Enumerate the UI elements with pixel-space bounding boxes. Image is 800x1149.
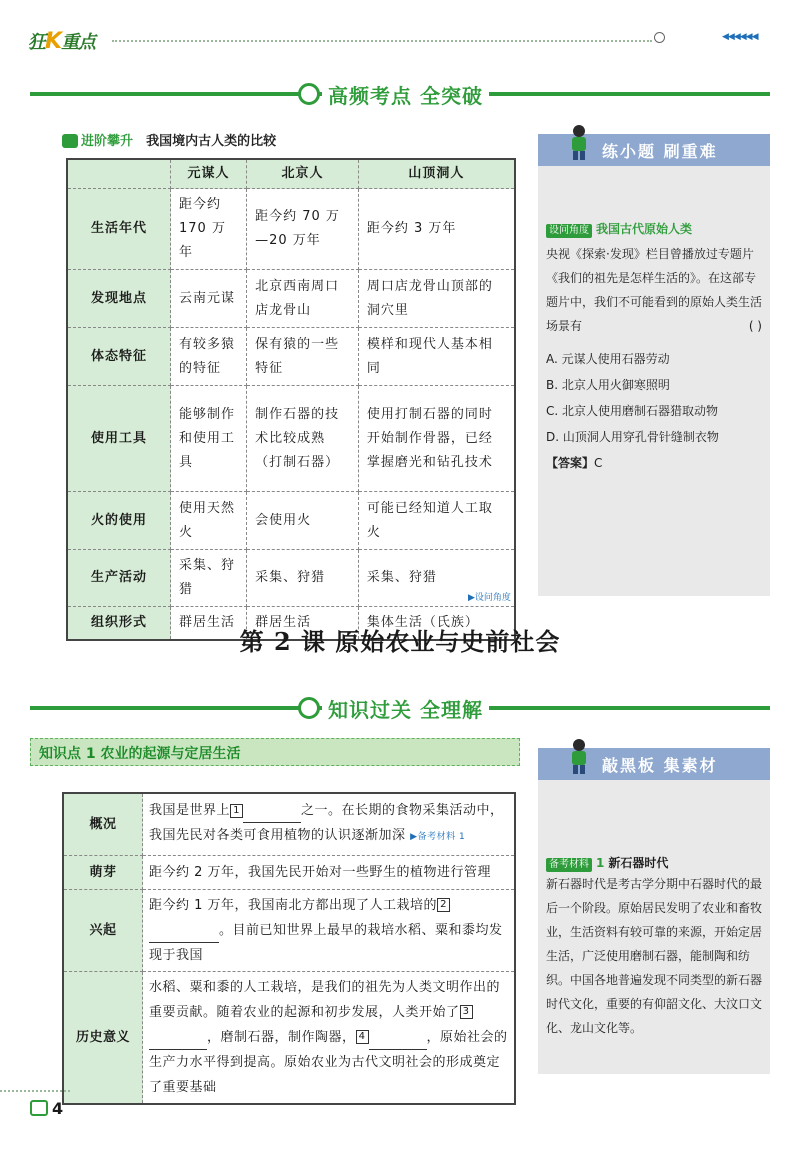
option-d: D. 山顶洞人用穿孔骨针缝制衣物: [546, 430, 719, 444]
comparison-table: [66, 158, 516, 641]
swirl-icon: [298, 83, 320, 105]
logo-k: K: [45, 29, 62, 54]
material-tag: 备考材料: [546, 858, 592, 872]
cart-icon: [30, 1100, 48, 1116]
table-cell: 采集、狩猎: [247, 550, 359, 607]
table-cell: 使用打制石器的同时开始制作骨器，已经掌握磨光和钻孔技术: [358, 386, 515, 492]
table-header-cell: [67, 159, 171, 189]
option-a: A. 元谋人使用石器劳动: [546, 352, 670, 366]
table-cell: 模样和现代人基本相同: [358, 328, 515, 386]
table-cell: 群居生活: [247, 607, 359, 641]
section-title: 高频考点 全突破: [322, 80, 489, 109]
table-row: [67, 189, 515, 270]
table-cell: 距今约 170 万年: [171, 189, 247, 270]
table-row: [67, 492, 515, 550]
table-header-cell: 元谋人: [171, 159, 247, 189]
blank-number: 1: [230, 804, 243, 818]
practice-question: [546, 242, 762, 338]
row-label: 生产活动: [67, 550, 171, 607]
option-list: [546, 346, 762, 476]
material-title: 新石器时代: [608, 856, 669, 870]
cell-text: 水稻、粟和黍的人工栽培，是我们的祖先为人类文明作出的重要贡献。随着农业的起源和初步发展，人类开始了: [149, 979, 501, 1020]
advance-title: 我国境内古人类的比较: [146, 134, 277, 149]
swirl-icon: [298, 697, 320, 719]
fill-blank[interactable]: [369, 1035, 427, 1050]
brand-logo: [28, 28, 95, 54]
material-number: 1: [596, 856, 605, 870]
table-row: [63, 889, 515, 971]
table-row: [67, 550, 515, 607]
cell-text: 距今约 1 万年，我国南北方都出现了人工栽培的: [149, 897, 438, 913]
teacher-icon: [566, 738, 592, 774]
row-label: 概况: [63, 793, 143, 855]
row-label: 历史意义: [63, 971, 143, 1104]
table-row: [63, 855, 515, 889]
advance-tag: 进阶攀升: [81, 134, 134, 149]
cell-text: 我国是世界上: [149, 803, 231, 819]
table-row: [67, 328, 515, 386]
question-text: 央视《探索·发现》栏目曾播放过专题片《我们的祖先是怎样生活的》。在这部专题片中，我们不可能看到的原始人类生活场景有: [546, 247, 763, 333]
table-row: [63, 971, 515, 1104]
answer-value: C: [594, 456, 603, 470]
advance-header: [62, 130, 276, 149]
blank-number: 2: [437, 898, 450, 912]
knowledge-table: [62, 792, 516, 1105]
knowledge-point-title: 知识点 1 农业的起源与定居生活: [39, 746, 241, 762]
table-cell: 制作石器的技术比较成熟（打制石器）: [247, 386, 359, 492]
row-label: 发现地点: [67, 270, 171, 328]
fill-blank[interactable]: [243, 808, 301, 823]
section-title: 知识过关 全理解: [322, 694, 489, 723]
row-label: 生活年代: [67, 189, 171, 270]
row-label: 组织形式: [67, 607, 171, 641]
table-cell: 距今约 3 万年: [358, 189, 515, 270]
reference-link[interactable]: ▶备考材料 1: [410, 832, 466, 843]
blank-number: 3: [460, 1005, 473, 1019]
table-cell: 采集、狩猎: [171, 550, 247, 607]
material-topic: [546, 852, 762, 872]
blank-number: 4: [356, 1030, 369, 1044]
table-cell: 北京西南周口店龙骨山: [247, 270, 359, 328]
table-cell: [143, 971, 516, 1104]
blackboard-title: 敲黑板 集素材: [602, 756, 718, 775]
row-label: 萌芽: [63, 855, 143, 889]
ring-icon: [654, 32, 665, 43]
option-c: C. 北京人使用磨制石器猎取动物: [546, 404, 719, 418]
row-label: 使用工具: [67, 386, 171, 492]
student-icon: [566, 124, 592, 160]
table-cell: 群居生活: [171, 607, 247, 641]
question-angle-link[interactable]: ▶设问角度: [468, 593, 511, 603]
table-cell: 会使用火: [247, 492, 359, 550]
knowledge-point-bar: [30, 738, 520, 766]
table-header-cell: 山顶洞人: [358, 159, 515, 189]
cell-text: 。目前已知世界上最早的栽培水稻、粟和黍均发现于我国: [149, 922, 503, 963]
option-b: B. 北京人用火御寒照明: [546, 378, 670, 392]
fill-blank[interactable]: [149, 1035, 207, 1050]
page-number: 4: [52, 1099, 64, 1118]
answer-label: 【答案】: [546, 456, 595, 470]
table-cell: 距今约 70 万—20 万年: [247, 189, 359, 270]
lesson-title: 第 2 课 原始农业与史前社会: [239, 627, 561, 656]
arrows-icon: ◀◀◀◀◀◀: [722, 32, 758, 42]
table-cell: 可能已经知道人工取火: [358, 492, 515, 550]
cell-text: ，原始社会的生产力水平得到提高。原始农业为古代文明社会的形成奠定了重要基础: [149, 1029, 508, 1095]
puzzle-icon: [62, 134, 78, 148]
table-row: [67, 270, 515, 328]
answer-paren: ( ): [748, 319, 762, 333]
table-cell: 距今约 2 万年，我国先民开始对一些野生的植物进行管理: [143, 855, 516, 889]
practice-topic: [546, 218, 762, 238]
table-cell: 采集、狩猎: [358, 550, 515, 607]
table-cell: 云南元谋: [171, 270, 247, 328]
question-angle-tag: 设问角度: [546, 224, 592, 238]
table-cell: 有较多猿的特征: [171, 328, 247, 386]
cell-text: 之一。在长期的食物采集活动中，我国先民对各类可食用植物的认识逐渐加深: [149, 803, 504, 844]
table-cell: 使用天然火: [171, 492, 247, 550]
footer-divider: [0, 1090, 70, 1092]
table-row: [67, 386, 515, 492]
row-label: 兴起: [63, 889, 143, 971]
table-header-cell: 北京人: [247, 159, 359, 189]
table-cell: [143, 889, 516, 971]
table-row: [63, 793, 515, 855]
logo-prefix: 狂: [28, 32, 45, 53]
material-text: 新石器时代是考古学分期中石器时代的最后一个阶段。原始居民发明了农业和畜牧业，生活资料有较可靠的来源，开始定居生活，广泛使用磨制石器，能制陶和纺织。中国各地普遍发现不同类型的新石器时代文化，重要的有仰韶文化、大汶口文化、龙山文化等。: [546, 877, 763, 1035]
practice-title: 练小题 刷重难: [602, 142, 718, 161]
practice-topic-title: 我国古代原始人类: [596, 222, 693, 236]
table-cell: 周口店龙骨山顶部的洞穴里: [358, 270, 515, 328]
table-header-row: [67, 159, 515, 189]
table-cell: 保有猿的一些特征: [247, 328, 359, 386]
logo-suffix: 重点: [61, 32, 96, 53]
row-label: 体态特征: [67, 328, 171, 386]
table-cell: [143, 793, 516, 855]
table-cell: 集体生活（氏族）: [358, 607, 515, 641]
cell-text: ，磨制石器，制作陶器，: [207, 1029, 356, 1045]
header-divider: [112, 40, 652, 42]
table-cell: 能够制作和使用工具: [171, 386, 247, 492]
fill-blank[interactable]: [149, 928, 219, 943]
row-label: 火的使用: [67, 492, 171, 550]
